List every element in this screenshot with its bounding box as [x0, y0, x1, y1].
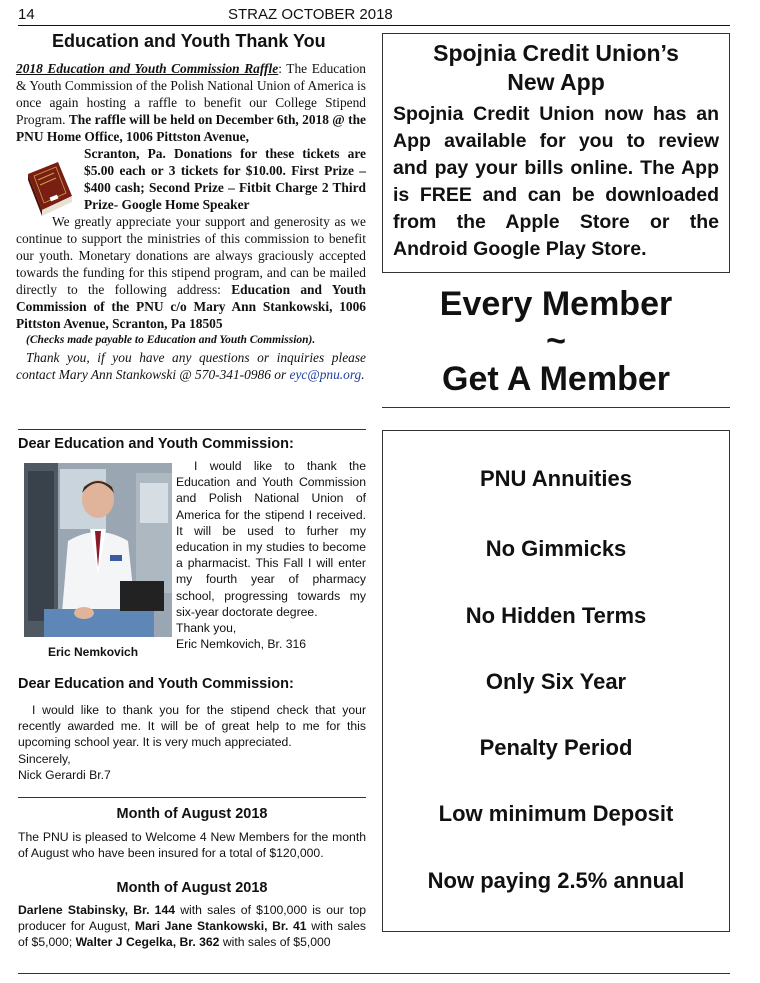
education-thank-you-heading: Education and Youth Thank You	[52, 31, 326, 51]
raffle-appeal: We greatly appreciate your support and generosity as we continue to support the ministries of this commission to benefit our youth. Monetary donations are always graciously accepted towards the funding for this stipend program, and can be mailed directly to the following address:	[16, 214, 366, 297]
letter1-closing: Thank you,	[176, 621, 237, 636]
raffle-held-line: The raffle will be held on December 6th, 2018 @ the PNU Home Office, 1006 Pittston Avenue,	[16, 112, 366, 144]
august-members-heading: Month of August 2018	[116, 806, 268, 822]
second-producer-name: Mari Jane Stankowski, Br. 41	[134, 919, 307, 934]
sales-text-3: with sales of $5,000	[219, 935, 331, 950]
raffle-title: 2018 Education and Youth Commission Raffle	[16, 61, 279, 76]
letter1-body: I would like to thank the Education and Youth Commission and Polish National Union of America for the stipend I received. It will be used to furher my education in my studies to become a pharmacist. This Fall I will enter my fourth year of pharmacy school, progressing towards my six-year doctorate degree.	[176, 459, 366, 619]
footer-rule	[18, 973, 730, 974]
raffle-prizes: Scranton, Pa. Donations for these tickets are $5.00 each or 3 tickets for $10.00. First Prize – $400 cash; Second Prize – Fitbit Charge 2 Third Prize- Google Home Speaker	[84, 146, 366, 212]
credit-union-box	[382, 33, 730, 273]
credit-union-body: Spojnia Credit Union now has an App available for you to review and pay your bills online. The App is FREE and can be downloaded from the Apple Store or the Android Google Play Store.	[393, 103, 719, 260]
contact-period: .	[361, 367, 365, 382]
header-rule	[18, 25, 730, 26]
right-section-rule	[382, 407, 730, 408]
left-section-rule	[18, 429, 366, 430]
annuity-item-6: Low minimum Deposit	[438, 801, 674, 826]
letter2-body: I would like to thank you for the stipend check that your recently awarded me. It will be of great help to me for this upcoming school year. It is very much appreciated.	[18, 703, 366, 750]
letter1-body-block	[176, 458, 366, 652]
letter1-heading: Dear Education and Youth Commission:	[18, 436, 294, 452]
student-photo	[24, 463, 172, 637]
annuity-item-5: Penalty Period	[479, 735, 633, 760]
page-number: 14	[18, 6, 35, 23]
annuity-item-4: Only Six Year	[485, 669, 627, 694]
checks-note: (Checks made payable to Education and Youth Commission).	[26, 334, 316, 346]
left-section-rule-2	[18, 797, 366, 798]
top-producer-name: Darlene Stabinsky, Br. 144	[18, 903, 176, 917]
august-members-body: The PNU is pleased to Welcome 4 New Members for the month of August who have been insured for a total of $120,000.	[18, 830, 366, 861]
letter2-closing: Sincerely,	[18, 751, 71, 766]
sales-text-1: with sales of $100,000 is our top producer for August,	[18, 903, 367, 934]
annuity-item-7: Now paying 2.5% annual	[427, 868, 685, 893]
letter1-signature: Eric Nemkovich, Br. 316	[176, 637, 307, 652]
third-producer-name: Walter J Cegelka, Br. 362	[75, 935, 220, 950]
member-slogan-line2: Get A Member	[442, 360, 670, 398]
raffle-address: Education and Youth Commission of the PNU c/o Mary Ann Stankowski, 1006 Pittston Avenue, Scranton, Pa 18505	[16, 282, 367, 331]
credit-union-title-2: New App	[507, 69, 605, 95]
photo-caption: Eric Nemkovich	[48, 645, 139, 659]
member-slogan-line1: Every Member	[439, 285, 673, 323]
book-icon	[22, 160, 76, 218]
email-link[interactable]: eyc@pnu.org	[289, 367, 362, 382]
august-sales-body	[18, 902, 366, 951]
credit-union-title-1: Spojnia Credit Union’s	[433, 40, 679, 66]
member-slogan-tilde: ~	[546, 322, 566, 360]
raffle-intro: : The Education & Youth Commission of the Polish National Union of America is once again hosting a raffle to benefit our College Stipend Program.	[16, 61, 366, 127]
annuity-item-2: No Gimmicks	[485, 536, 627, 561]
letter2-body-block	[18, 702, 366, 783]
letter2-signature: Nick Gerardi Br.7	[18, 767, 111, 782]
raffle-contact: Thank you, if you have any questions or inquiries please contact Mary Ann Stankowski @ 570-341-0986 or	[16, 350, 366, 382]
sales-text-2: with sales of $5,000;	[18, 919, 367, 950]
running-head: STRAZ OCTOBER 2018	[228, 6, 393, 23]
raffle-article	[16, 60, 366, 383]
august-sales-heading: Month of August 2018	[116, 880, 268, 896]
annuity-item-1: PNU Annuities	[480, 466, 632, 491]
annuity-item-3: No Hidden Terms	[465, 603, 647, 628]
letter2-heading: Dear Education and Youth Commission:	[18, 676, 294, 692]
